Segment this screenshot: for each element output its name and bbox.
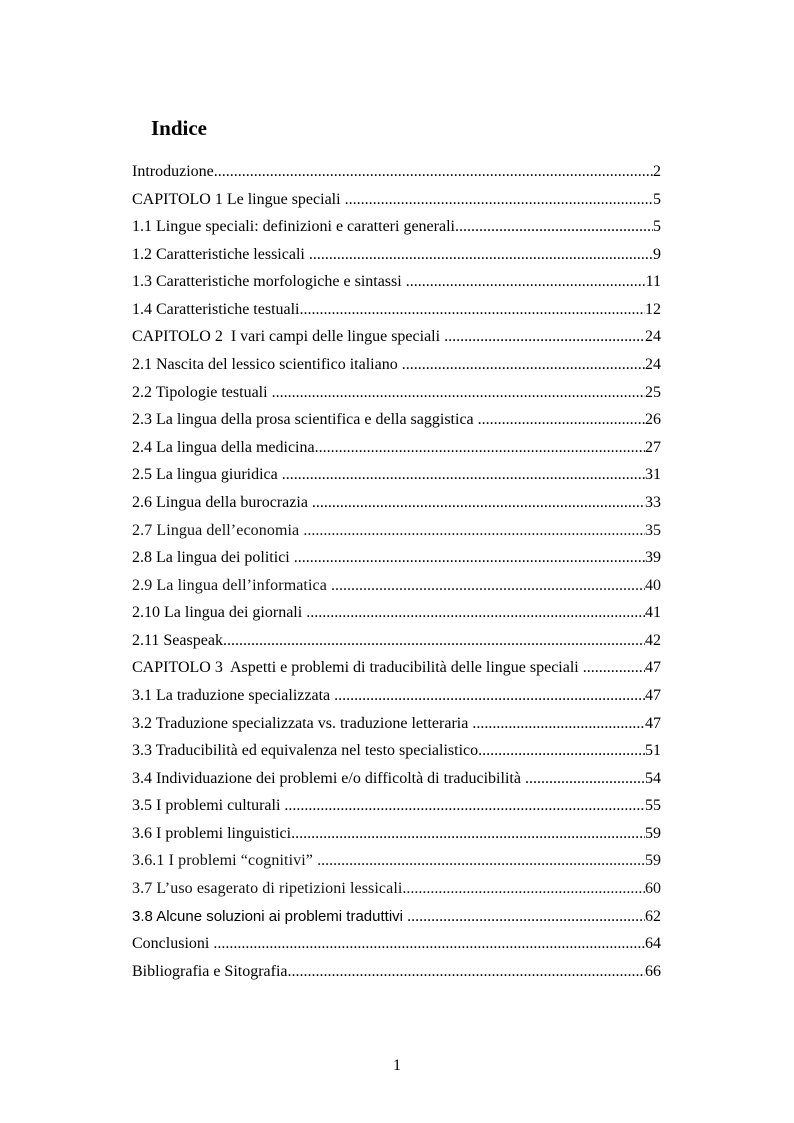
toc-entry-title: 2.10 La lingua dei giornali [132, 604, 307, 622]
leader-dots [331, 572, 645, 600]
toc-entry-title: 1.2 Caratteristiche lessicali [132, 245, 309, 263]
leader-dots [282, 461, 645, 489]
toc-entry-page: 41 [645, 604, 661, 622]
toc-entry [132, 903, 661, 931]
toc-entry-title: Introduzione [132, 163, 214, 180]
leader-dots [478, 737, 645, 765]
page-title: Indice [151, 116, 208, 140]
toc-entry [132, 792, 661, 820]
toc-entry [132, 461, 661, 489]
leader-dots [583, 654, 645, 682]
toc-entry-page: 11 [645, 273, 661, 291]
leader-dots [309, 241, 653, 269]
toc-entry-page: 25 [645, 383, 661, 401]
toc-entry-page: 62 [645, 907, 661, 925]
toc-entry-title: Bibliografia e Sitografia [132, 962, 288, 980]
toc-entry [132, 682, 661, 710]
toc-entry [132, 875, 661, 903]
toc-entry [132, 517, 661, 545]
toc-entry-title: 1.1 Lingue speciali: definizioni e caratteri generali [132, 218, 455, 236]
toc-entry [132, 186, 661, 214]
toc-entry-title: CAPITOLO 2 I vari campi delle lingue speciali [132, 328, 445, 346]
toc-entry-page: 66 [645, 962, 661, 980]
toc-entry [132, 930, 661, 958]
toc-entry [132, 765, 661, 793]
toc-entry [132, 710, 661, 738]
toc-entry-page: 59 [645, 852, 661, 870]
toc-entry [132, 572, 661, 600]
toc-entry-page: 24 [645, 356, 661, 374]
toc-entry-title: 2.7 Lingua dell’economia [132, 521, 304, 539]
toc-entry-page: 60 [645, 880, 661, 898]
leader-dots [406, 268, 646, 296]
toc-entry-title: 1.3 Caratteristiche morfologiche e sintassi [132, 273, 406, 291]
toc-entry-page: 54 [645, 769, 661, 787]
toc-entry-title: 2.11 Seaspeak [132, 631, 223, 649]
toc-entry [132, 296, 661, 324]
toc-entry [132, 544, 661, 572]
toc-entry-title: CAPITOLO 1 Le lingue speciali [132, 190, 345, 208]
toc-entry-page: 33 [645, 493, 661, 511]
leader-dots [402, 351, 645, 379]
toc-entry [132, 820, 661, 848]
toc-entry [132, 158, 661, 186]
toc-entry [132, 323, 661, 351]
leader-dots [312, 489, 645, 517]
toc-entry-title: Conclusioni [132, 935, 214, 953]
toc-entry-page: 9 [653, 245, 661, 263]
leader-dots [214, 158, 653, 186]
leader-dots [294, 544, 645, 572]
leader-dots [402, 875, 645, 903]
leader-dots [300, 296, 646, 324]
toc-entry-title: 2.1 Nascita del lessico scientifico italiano [132, 356, 402, 374]
leader-dots [444, 323, 645, 351]
leader-dots [303, 517, 645, 545]
toc-entry [132, 847, 661, 875]
toc-entry-title: 2.5 La lingua giuridica [132, 466, 282, 484]
toc-entry-page: 2 [653, 163, 661, 180]
toc-entry-title: 3.4 Individuazione dei problemi e/o difficoltà di traducibilità [132, 769, 525, 787]
toc-entry-title: 3.5 I problemi culturali [132, 797, 285, 815]
leader-dots [291, 820, 645, 848]
leader-dots [407, 903, 645, 931]
leader-dots [288, 958, 645, 986]
leader-dots [272, 379, 645, 407]
toc-entry-page: 47 [645, 659, 661, 677]
toc-entry-page: 31 [645, 466, 661, 484]
toc-entry-title: 3.6 I problemi linguistici [132, 824, 292, 842]
toc-entry [132, 599, 661, 627]
toc-entry-page: 55 [645, 797, 661, 815]
toc-entry-page: 59 [645, 824, 661, 842]
leader-dots [306, 599, 645, 627]
leader-dots [223, 627, 645, 655]
toc-entry [132, 434, 661, 462]
toc-entry [132, 379, 661, 407]
toc-entry-title: CAPITOLO 3 Aspetti e problemi di traducibilità delle lingue speciali [132, 659, 583, 677]
toc-entry [132, 627, 661, 655]
toc-entry-title: 2.3 La lingua della prosa scientifica e della saggistica [132, 411, 478, 429]
toc-entry-title: 3.6.1 I problemi “cognitivi” [132, 852, 318, 870]
toc-entry-title: 2.8 La lingua dei politici [132, 549, 294, 567]
toc-entry-page: 27 [645, 438, 661, 456]
toc-entry-title: 3.3 Traducibilità ed equivalenza nel testo specialistico [132, 742, 479, 760]
toc-entry-title: 2.6 Lingua della burocrazia [132, 493, 312, 511]
leader-dots [317, 847, 645, 875]
toc-entry-title: 2.9 La lingua dell’informatica [132, 576, 332, 594]
leader-dots [213, 930, 645, 958]
toc-entry-page: 40 [645, 576, 661, 594]
leader-dots [478, 406, 645, 434]
toc-entry-title: 1.4 Caratteristiche testuali [132, 300, 300, 318]
toc-entry-title: 3.2 Traduzione specializzata vs. traduzione letteraria [132, 714, 473, 732]
toc-entry-page: 26 [645, 411, 661, 429]
toc-entry [132, 654, 661, 682]
toc-entry [132, 241, 661, 269]
toc-entry-title: 3.1 La traduzione specializzata [132, 686, 335, 704]
toc-entry-page: 5 [653, 218, 661, 236]
toc-entry [132, 958, 661, 986]
leader-dots [284, 792, 645, 820]
toc-entry-page: 35 [645, 521, 661, 539]
toc-entry [132, 351, 661, 379]
toc-entry-page: 5 [653, 190, 661, 208]
toc-entry-page: 47 [645, 686, 661, 704]
leader-dots [455, 213, 653, 241]
toc-entry-page: 39 [645, 549, 661, 567]
page-number: 1 [393, 1057, 401, 1074]
toc-entry [132, 489, 661, 517]
toc-entry-page: 47 [645, 714, 661, 732]
toc-entry-title: 2.2 Tipologie testuali [132, 383, 272, 401]
leader-dots [345, 186, 653, 214]
toc-entry [132, 737, 661, 765]
toc-entry-title: 2.4 La lingua della medicina [132, 438, 315, 456]
table-of-contents [132, 158, 661, 985]
leader-dots [472, 710, 645, 738]
leader-dots [315, 434, 645, 462]
leader-dots [334, 682, 645, 710]
toc-entry [132, 213, 661, 241]
toc-entry-page: 51 [645, 742, 661, 760]
toc-entry-page: 42 [645, 631, 661, 649]
toc-entry-title: 3.7 L’uso esagerato di ripetizioni lessicali [132, 880, 403, 898]
toc-entry-page: 64 [645, 935, 661, 953]
toc-entry [132, 406, 661, 434]
toc-entry-title: 3.8 Alcune soluzioni ai problemi traduttivi [132, 907, 408, 925]
leader-dots [525, 765, 645, 793]
toc-entry [132, 268, 661, 296]
toc-entry-page: 24 [645, 328, 661, 346]
toc-entry-page: 12 [645, 300, 661, 318]
